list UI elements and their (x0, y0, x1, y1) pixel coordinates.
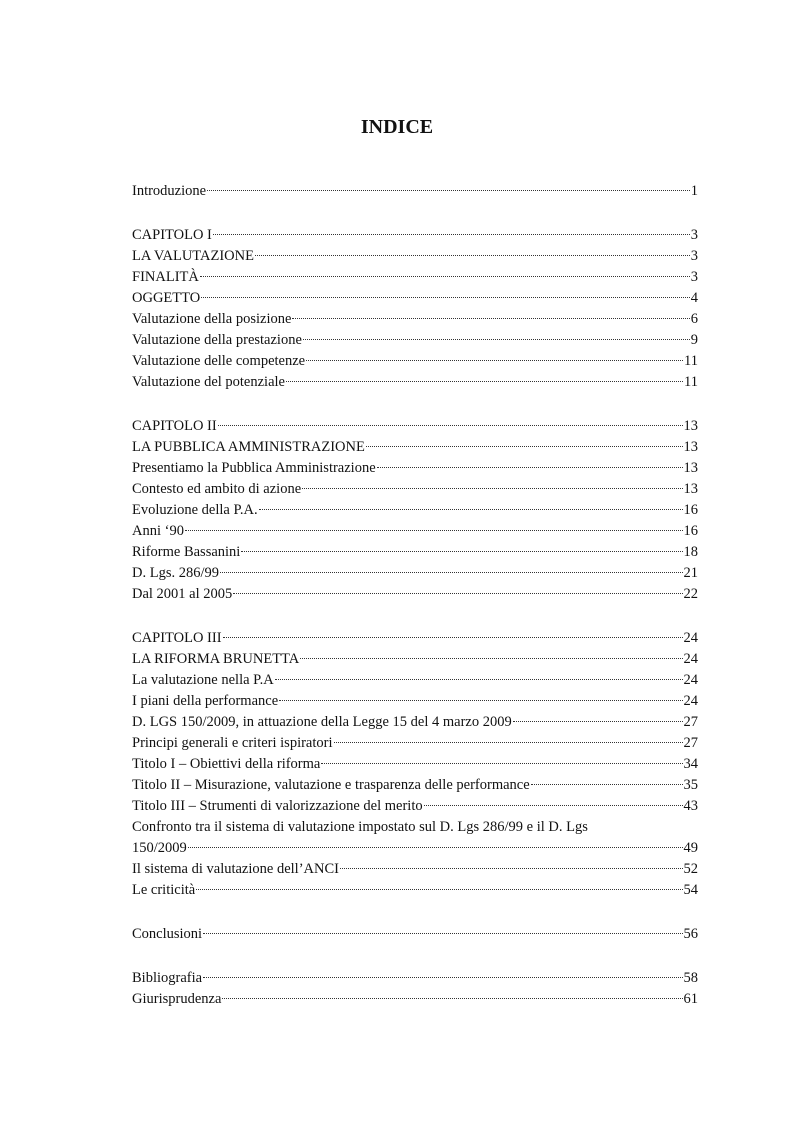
dot-leader (223, 637, 683, 638)
toc-entry-page: 3 (690, 227, 698, 243)
dot-leader (222, 998, 682, 999)
toc-entry-page: 18 (683, 544, 698, 560)
dot-leader (259, 509, 683, 510)
dot-leader (377, 467, 683, 468)
toc-entry-page: 16 (683, 502, 698, 518)
toc-entry[interactable] (132, 458, 698, 479)
toc-entry[interactable] (132, 521, 698, 542)
toc-entry-page: 24 (683, 672, 698, 688)
dot-leader (207, 190, 690, 191)
toc-entry-title: Titolo I – Obiettivi della riforma (132, 756, 321, 772)
toc-entry-page: 43 (683, 798, 698, 814)
toc-entry-page: 34 (683, 756, 698, 772)
toc-entry[interactable] (132, 416, 698, 437)
toc-entry[interactable] (132, 628, 698, 649)
toc-entry-page: 1 (690, 183, 698, 199)
toc-entry-page: 52 (683, 861, 698, 877)
toc-entry-page: 4 (690, 290, 698, 306)
toc-entry-title: Titolo III – Strumenti di valorizzazione del merito (132, 798, 423, 814)
toc-entry-page: 24 (683, 651, 698, 667)
toc-entry[interactable] (132, 584, 698, 605)
toc-entry[interactable] (132, 733, 698, 754)
toc-entry-title: D. Lgs. 286/99 (132, 565, 219, 581)
toc-entry-title: Anni ‘90 (132, 523, 184, 539)
toc-entry[interactable] (132, 691, 698, 712)
toc-entry-page: 27 (683, 714, 698, 730)
toc-entry-title: Il sistema di valutazione dell’ANCI (132, 861, 339, 877)
toc-entry-page: 11 (684, 353, 698, 369)
dot-leader (201, 297, 690, 298)
toc-entry[interactable] (132, 309, 698, 330)
toc-entry[interactable] (132, 563, 698, 584)
toc-entry-title: CAPITOLO II (132, 418, 217, 434)
dot-leader (203, 933, 682, 934)
dot-leader (340, 868, 683, 869)
toc-entry-title: I piani della performance (132, 693, 279, 709)
dot-leader (424, 805, 683, 806)
toc-entry-page: 13 (683, 481, 698, 497)
section-spacer (132, 202, 698, 225)
toc-entry[interactable] (132, 968, 698, 989)
dot-leader (196, 889, 682, 890)
toc-entry-title: Titolo II – Misurazione, valutazione e trasparenza delle performance (132, 777, 530, 793)
section-spacer (132, 605, 698, 628)
section-spacer (132, 393, 698, 416)
toc-entry-page: 21 (683, 565, 698, 581)
table-of-contents (132, 181, 698, 1010)
section-spacer (132, 945, 698, 968)
toc-entry-page: 6 (690, 311, 698, 327)
toc-entry-page: 16 (683, 523, 698, 539)
dot-leader (241, 551, 682, 552)
dot-leader (218, 425, 683, 426)
toc-entry[interactable] (132, 924, 698, 945)
toc-entry-page: 61 (683, 991, 698, 1007)
toc-entry-title: FINALITÀ (132, 269, 199, 285)
toc-entry-title: Confronto tra il sistema di valutazione impostato sul D. Lgs 286/99 e il D. Lgs (132, 819, 588, 835)
toc-entry[interactable] (132, 267, 698, 288)
dot-leader (203, 977, 682, 978)
dot-leader (213, 234, 690, 235)
toc-entry-title: Dal 2001 al 2005 (132, 586, 233, 602)
dot-leader (531, 784, 683, 785)
dot-leader (366, 446, 683, 447)
dot-leader (200, 276, 690, 277)
toc-entry-page: 13 (683, 418, 698, 434)
toc-entry[interactable] (132, 754, 698, 775)
toc-entry-title: Valutazione delle competenze (132, 353, 306, 369)
toc-entry[interactable] (132, 649, 698, 670)
toc-entry-page: 22 (683, 586, 698, 602)
toc-entry-page: 11 (684, 374, 698, 390)
toc-entry[interactable] (132, 330, 698, 351)
page-title: INDICE (360, 116, 434, 138)
toc-entry-title: Le criticità (132, 882, 196, 898)
toc-entry-title: Introduzione (132, 183, 207, 199)
toc-entry-page: 9 (690, 332, 698, 348)
toc-entry[interactable] (132, 437, 698, 458)
dot-leader (220, 572, 683, 573)
toc-entry-title: Valutazione del potenziale (132, 374, 285, 390)
toc-entry-title: Presentiamo la Pubblica Amministrazione (132, 460, 376, 476)
toc-entry[interactable] (132, 351, 698, 372)
dot-leader (185, 530, 683, 531)
toc-entry-title: LA VALUTAZIONE (132, 248, 254, 264)
toc-entry-title: LA PUBBLICA AMMINISTRAZIONE (132, 439, 365, 455)
toc-entry[interactable] (132, 542, 698, 563)
toc-entry-title: Evoluzione della P.A. (132, 502, 258, 518)
toc-entry[interactable] (132, 500, 698, 521)
toc-entry[interactable] (132, 479, 698, 500)
toc-entry-page: 13 (683, 439, 698, 455)
toc-entry-continuation[interactable] (132, 838, 698, 859)
toc-entry[interactable] (132, 880, 698, 901)
dot-leader (292, 318, 689, 319)
dot-leader (279, 700, 682, 701)
toc-entry-title: Giurisprudenza (132, 991, 222, 1007)
toc-entry[interactable] (132, 859, 698, 880)
dot-leader (255, 255, 690, 256)
toc-entry-title: Valutazione della prestazione (132, 332, 302, 348)
section-spacer (132, 901, 698, 924)
toc-entry-page: 56 (683, 926, 698, 942)
toc-entry[interactable] (132, 288, 698, 309)
toc-entry[interactable] (132, 181, 698, 202)
dot-leader (334, 742, 683, 743)
toc-entry-page: 3 (690, 269, 698, 285)
dot-leader (302, 488, 682, 489)
toc-entry-title: LA RIFORMA BRUNETTA (132, 651, 300, 667)
dot-leader (233, 593, 682, 594)
dot-leader (303, 339, 690, 340)
toc-entry[interactable] (132, 796, 698, 817)
toc-entry[interactable] (132, 670, 698, 691)
toc-entry[interactable] (132, 775, 698, 796)
toc-entry-page: 49 (683, 840, 698, 856)
toc-entry-page: 27 (683, 735, 698, 751)
toc-entry-page: 24 (683, 630, 698, 646)
toc-entry-title: Valutazione della posizione (132, 311, 292, 327)
dot-leader (286, 381, 683, 382)
toc-entry-page: 58 (683, 970, 698, 986)
toc-entry-title: Principi generali e criteri ispiratori (132, 735, 333, 751)
toc-entry[interactable] (132, 989, 698, 1010)
toc-entry-page: 13 (683, 460, 698, 476)
toc-entry[interactable] (132, 225, 698, 246)
toc-entry-title: Riforme Bassanini (132, 544, 241, 560)
toc-entry-title: La valutazione nella P.A (132, 672, 274, 688)
toc-entry-title: OGGETTO (132, 290, 201, 306)
dot-leader (188, 847, 683, 848)
dot-leader (300, 658, 682, 659)
toc-entry-page: 35 (683, 777, 698, 793)
toc-entry-title: 150/2009 (132, 840, 187, 856)
toc-entry-page: 24 (683, 693, 698, 709)
toc-entry[interactable] (132, 712, 698, 733)
dot-leader (321, 763, 682, 764)
toc-entry-title: Bibliografia (132, 970, 203, 986)
toc-entry-title: D. LGS 150/2009, in attuazione della Legge 15 del 4 marzo 2009 (132, 714, 512, 730)
toc-entry-title: CAPITOLO III (132, 630, 222, 646)
dot-leader (275, 679, 683, 680)
dot-leader (513, 721, 683, 722)
toc-entry[interactable] (132, 817, 698, 838)
toc-entry-page: 3 (690, 248, 698, 264)
toc-entry-title: CAPITOLO I (132, 227, 212, 243)
toc-entry-title: Conclusioni (132, 926, 203, 942)
toc-entry[interactable] (132, 372, 698, 393)
dot-leader (306, 360, 683, 361)
toc-entry[interactable] (132, 246, 698, 267)
toc-entry-title: Contesto ed ambito di azione (132, 481, 302, 497)
toc-entry-page: 54 (683, 882, 698, 898)
